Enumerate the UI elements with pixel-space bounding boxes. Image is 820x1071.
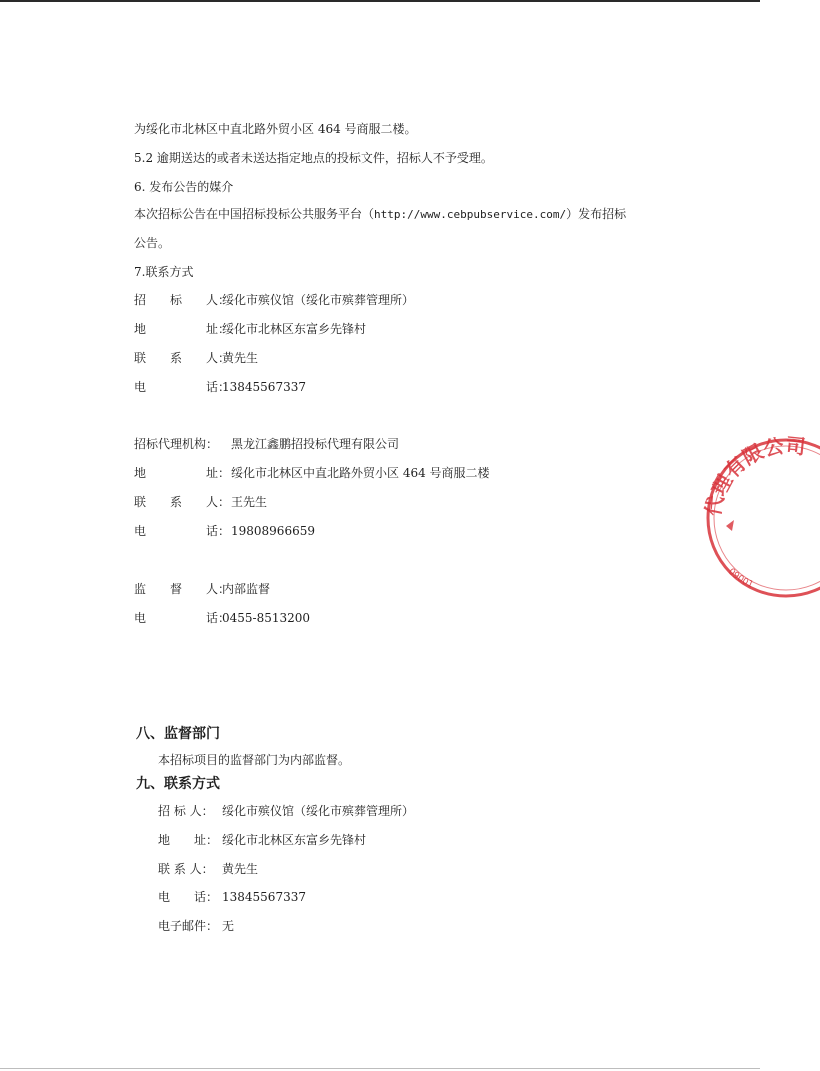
contact-label: 电 话： — [134, 611, 231, 625]
contact-label: 招 标 人： — [158, 804, 214, 818]
contact-label: 联 系 人： — [134, 495, 231, 509]
contact-label: 联 系 人： — [158, 862, 214, 876]
media-line-1-prefix: 本次招标公告在中国招标投标公共服务平台（ — [134, 207, 375, 221]
contact-value: 内部监督 — [222, 582, 271, 596]
contact-value: 13845567337 — [222, 380, 306, 394]
page-bottom-edge — [0, 1068, 760, 1069]
contact-value: 绥化市殡仪馆（绥化市殡葬管理所） — [222, 804, 415, 818]
contact-value: 绥化市北林区中直北路外贸小区 464 号商服二楼 — [231, 466, 490, 480]
contact-value: 绥化市北林区东富乡先锋村 — [222, 322, 367, 336]
seal-code: 09001 — [725, 566, 755, 591]
contact-label: 电 话： — [158, 890, 219, 904]
contact-label: 地 址： — [158, 833, 219, 847]
section9-title: 九、联系方式 — [136, 776, 220, 792]
media-line-1-suffix: ）发布招标 — [566, 207, 627, 221]
contact-label: 招标代理机构： — [134, 437, 219, 451]
contact-value: 13845567337 — [222, 890, 306, 904]
svg-text:代理有限公司 — [701, 433, 807, 518]
section8-text: 本招标项目的监督部门为内部监督。 — [158, 753, 351, 767]
contact-value: 绥化市殡仪馆（绥化市殡葬管理所） — [222, 293, 415, 307]
media-line-1 — [134, 206, 626, 223]
contact-label: 招 标 人： — [134, 293, 231, 307]
intro-line-2: 5.2 逾期送达的或者未送达指定地点的投标文件，招标人不予受理。 — [134, 151, 493, 165]
contact-value: 黄先生 — [222, 351, 259, 365]
contact-label: 联 系 人： — [134, 351, 231, 365]
svg-text:09001 — [726, 567, 755, 590]
contact-value: 绥化市北林区东富乡先锋村 — [222, 833, 367, 847]
contact-label: 地 址： — [134, 322, 231, 336]
section7-title: 7.联系方式 — [134, 265, 194, 279]
section8-title: 八、监督部门 — [136, 726, 220, 742]
contact-label: 电 话： — [134, 380, 231, 394]
contact-label: 电 话： — [134, 524, 231, 538]
contact-value: 无 — [222, 919, 235, 933]
contact-label: 电子邮件： — [158, 919, 219, 933]
contact-label: 地 址： — [134, 466, 231, 480]
contact-value: 王先生 — [231, 495, 268, 509]
contact-value: 黄先生 — [222, 862, 259, 876]
page-top-edge — [0, 0, 760, 2]
contact-value: 0455-8513200 — [222, 611, 311, 625]
media-url-link[interactable]: http://www.cebpubservice.com/ — [374, 208, 567, 221]
media-line-2: 公告。 — [134, 236, 171, 250]
company-seal-icon — [700, 432, 820, 602]
intro-line-1: 为绥化市北林区中直北路外贸小区 464 号商服二楼。 — [134, 122, 417, 136]
media-heading: 6. 发布公告的媒介 — [134, 180, 234, 194]
contact-value: 黑龙江鑫鹏招投标代理有限公司 — [231, 437, 400, 451]
contact-value: 19808966659 — [231, 524, 315, 538]
contact-label: 监 督 人： — [134, 582, 231, 596]
seal-text: 代理有限公司 — [700, 433, 807, 518]
